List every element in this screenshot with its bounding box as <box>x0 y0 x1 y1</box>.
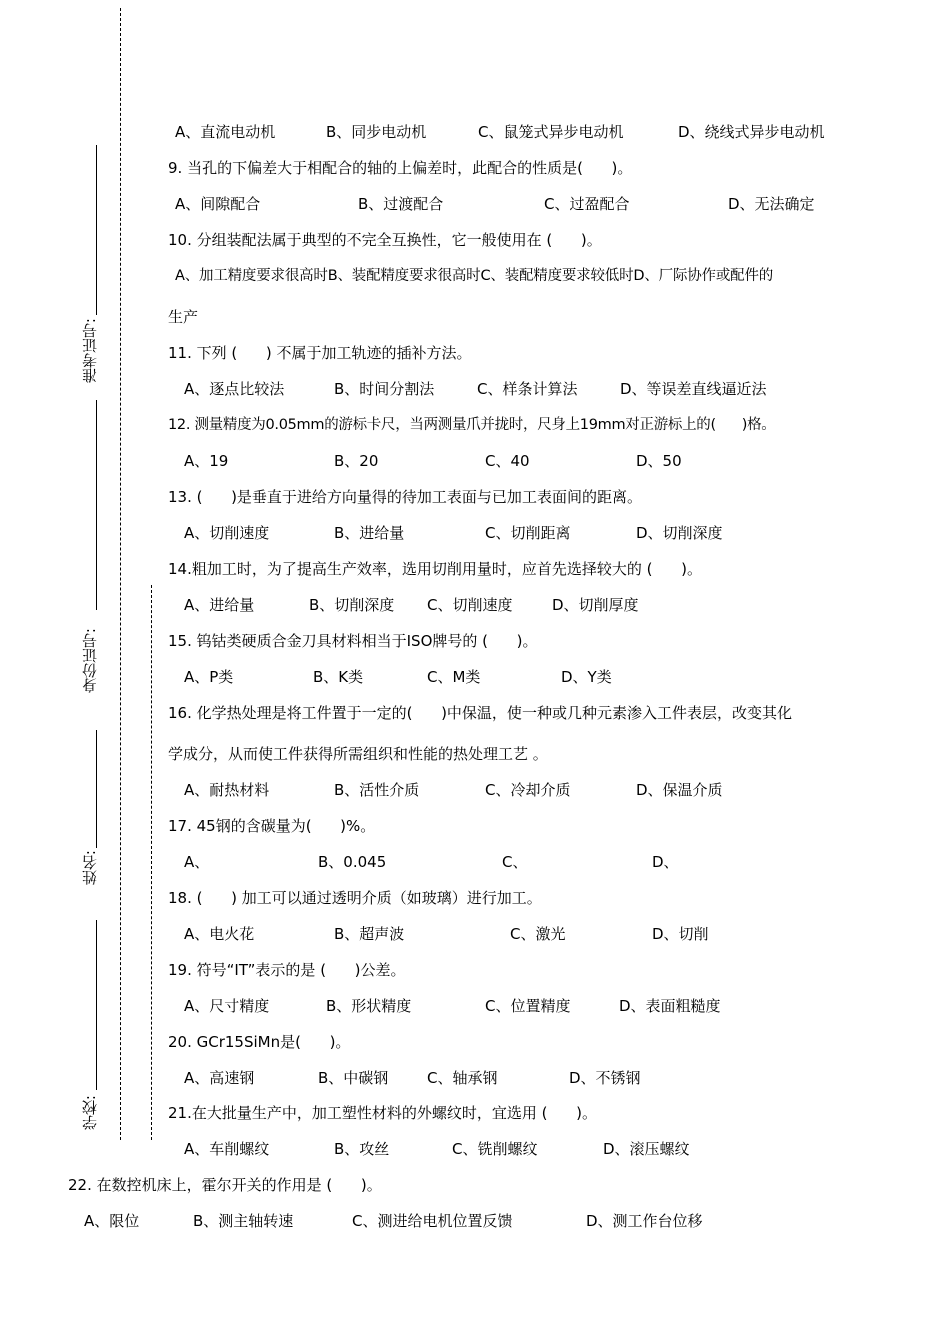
q19-option-c: C、位置精度 <box>485 997 571 1015</box>
q9-option-d: D、无法确定 <box>728 195 815 213</box>
q17-option-c: C、 <box>502 853 528 871</box>
q9-option-c: C、过盈配合 <box>544 195 630 213</box>
q13-option-b: B、进给量 <box>334 524 405 542</box>
q16-option-d: D、保温介质 <box>636 781 723 799</box>
q15-option-a: A、P类 <box>184 668 234 686</box>
q21-stem: 21.在大批量生产中，加工塑性材料的外螺纹时，宜选用 ( )。 <box>168 1104 597 1122</box>
q20-option-b: B、中碳钢 <box>318 1069 389 1087</box>
name-label: 姓名: <box>81 850 99 886</box>
q22-option-a: A、限位 <box>84 1212 140 1230</box>
q19-option-b: B、形状精度 <box>326 997 412 1015</box>
binding-dashed-line-inner <box>151 585 152 1140</box>
q18-option-a: A、电火花 <box>184 925 255 943</box>
q15-option-d: D、Y类 <box>561 668 612 686</box>
q20-option-c: C、轴承钢 <box>427 1069 498 1087</box>
q13-stem: 13. ( )是垂直于进给方向量得的待加工表面与已加工表面间的距离。 <box>168 488 642 506</box>
q19-option-a: A、尺寸精度 <box>184 997 270 1015</box>
q18-option-b: B、超声波 <box>334 925 405 943</box>
binding-dashed-line <box>120 8 121 1140</box>
q12-option-d: D、50 <box>636 452 682 470</box>
q8-option-a: A、直流电动机 <box>175 123 276 141</box>
q22-stem: 22. 在数控机床上，霍尔开关的作用是 ( )。 <box>68 1176 382 1194</box>
q22-option-c: C、测进给电机位置反馈 <box>352 1212 513 1230</box>
q22-option-b: B、测主轴转速 <box>193 1212 294 1230</box>
q16-stem: 16. 化学热处理是将工件置于一定的( )中保温，使一种或几种元素渗入工件表层，改变其化 <box>168 704 792 722</box>
q14-option-b: B、切削深度 <box>309 596 395 614</box>
q13-option-c: C、切削距离 <box>485 524 571 542</box>
q22-option-d: D、测工作台位移 <box>586 1212 703 1230</box>
q15-option-c: C、M类 <box>427 668 481 686</box>
q21-option-c: C、铣削螺纹 <box>452 1140 538 1158</box>
q17-option-d: D、 <box>652 853 679 871</box>
q14-option-a: A、进给量 <box>184 596 255 614</box>
id-card-line-lower <box>96 730 97 848</box>
q11-option-a: A、逐点比较法 <box>184 380 285 398</box>
q8-option-c: C、鼠笼式异步电动机 <box>478 123 624 141</box>
q16-option-c: C、冷却介质 <box>485 781 571 799</box>
q12-stem: 12. 测量精度为0.05mm的游标卡尺，当两测量爪并拢时，尺身上19mm对正游标上的( )格。 <box>168 417 776 433</box>
name-line-lower <box>96 920 97 1090</box>
q12-option-c: C、40 <box>485 452 530 470</box>
q18-stem: 18. ( ) 加工可以通过透明介质（如玻璃）进行加工。 <box>168 889 542 907</box>
q14-option-c: C、切削速度 <box>427 596 513 614</box>
q19-stem: 19. 符号“IT”表示的是 ( )公差。 <box>168 961 406 979</box>
q18-option-d: D、切削 <box>652 925 709 943</box>
q16-stem-cont: 学成分，从而使工件获得所需组织和性能的热处理工艺 。 <box>168 745 548 763</box>
exam-id-line-lower <box>96 400 97 610</box>
q14-option-d: D、切削厚度 <box>552 596 639 614</box>
q17-option-a: A、 <box>184 853 210 871</box>
q8-option-d: D、绕线式异步电动机 <box>678 123 825 141</box>
q10-options: A、加工精度要求很高时B、装配精度要求很高时C、装配精度要求较低时D、厂际协作或配件的 <box>175 268 774 284</box>
q17-stem: 17. 45钢的含碳量为( )%。 <box>168 817 376 835</box>
q9-stem: 9. 当孔的下偏差大于相配合的轴的上偏差时，此配合的性质是( )。 <box>168 159 633 177</box>
q9-option-b: B、过渡配合 <box>358 195 444 213</box>
q12-option-b: B、20 <box>334 452 379 470</box>
id-card-label: 身份证号: <box>81 628 99 694</box>
q11-stem: 11. 下列 ( ) 不属于加工轨迹的插补方法。 <box>168 344 472 362</box>
q8-option-b: B、同步电动机 <box>326 123 427 141</box>
q13-option-a: A、切削速度 <box>184 524 270 542</box>
q12-option-a: A、19 <box>184 452 229 470</box>
q21-option-a: A、车削螺纹 <box>184 1140 270 1158</box>
q11-option-c: C、样条计算法 <box>477 380 578 398</box>
school-label: 学校: <box>81 1095 99 1131</box>
q20-option-a: A、高速钢 <box>184 1069 255 1087</box>
q20-option-d: D、不锈钢 <box>569 1069 641 1087</box>
q21-option-b: B、攻丝 <box>334 1140 390 1158</box>
q11-option-d: D、等误差直线逼近法 <box>620 380 767 398</box>
q21-option-d: D、滚压螺纹 <box>603 1140 690 1158</box>
q19-option-d: D、表面粗糙度 <box>619 997 721 1015</box>
exam-id-label: 准考证号: <box>81 318 99 384</box>
q9-option-a: A、间隙配合 <box>175 195 261 213</box>
q10-options-cont: 生产 <box>168 308 199 326</box>
exam-id-line <box>96 145 97 315</box>
q20-stem: 20. GCr15SiMn是( )。 <box>168 1033 351 1051</box>
q13-option-d: D、切削深度 <box>636 524 723 542</box>
q16-option-b: B、活性介质 <box>334 781 420 799</box>
q15-stem: 15. 钨钴类硬质合金刀具材料相当于ISO牌号的 ( )。 <box>168 632 538 650</box>
q11-option-b: B、时间分割法 <box>334 380 435 398</box>
q18-option-c: C、激光 <box>510 925 566 943</box>
q17-option-b: B、0.045 <box>318 853 387 871</box>
q14-stem: 14.粗加工时，为了提高生产效率，选用切削用量时，应首先选择较大的 ( )。 <box>168 560 702 578</box>
q16-option-a: A、耐热材料 <box>184 781 270 799</box>
q10-stem: 10. 分组装配法属于典型的不完全互换性，它一般使用在 ( )。 <box>168 231 602 249</box>
q15-option-b: B、K类 <box>313 668 364 686</box>
